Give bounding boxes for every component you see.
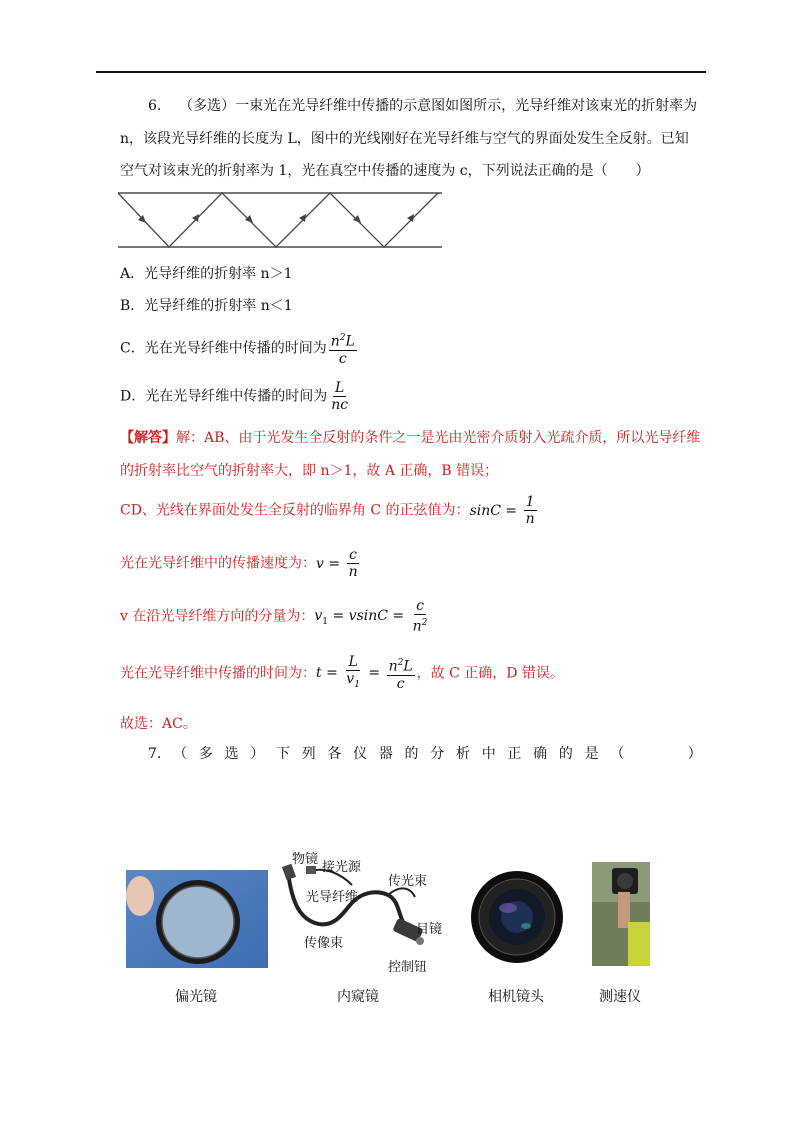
header-rule [96,71,706,73]
fiber-diagram [116,190,444,252]
lens-reflection [499,903,517,913]
label-light-beam: 传光束 [388,874,428,889]
answer-speed: 光在光导纤维中的传播速度为：v = $\frac{c}{n}$ [120,547,362,580]
q6-option-b: B．光导纤维的折射率 n＜1 [120,298,293,314]
formula-v1: $v_1 = vsinC$ = $\frac{c}{n^2}$ [314,598,428,635]
label-image-beam: 传像束 [304,936,344,951]
answer-cd: CD、光线在界面处发生全反射的临界角 C 的正弦值为：sinC = $\frac{1}{n}$ [120,494,539,527]
polarizer-image [126,870,268,968]
caption-polarizer: 偏光镜 [175,989,217,1005]
q6-number: 6. [148,98,162,114]
answer-line2: 的折射率比空气的折射率大，即 n＞1，故 A 正确，B 错误； [120,463,499,479]
label-control: 控制钮 [388,960,428,975]
camera-lens-image [470,870,564,964]
q6-stem-line1: 6. （多选）一束光在光导纤维中传播的示意图如图所示，光导纤维对该束光的折射率为 [148,98,698,114]
finger [126,876,154,916]
formula-n2l-over-c: $\frac{n^2L}{c}$ [329,330,357,367]
speed-gun-image [592,862,650,966]
q7-stem: 7. （ 多 选 ） 下 列 各 仪 器 的 分 析 中 正 确 的 是 （ ） [148,746,702,762]
q6-stem-line3: 空气对该束光的折射率为 1，光在真空中传播的速度为 c，下列说法正确的是（ ） [120,163,650,179]
answer-choice: 故选：AC。 [120,716,197,732]
label-fiber: 光导纤维 [306,890,359,905]
ray-arrows [138,214,414,223]
answer-component: v 在沿光导纤维方向的分量为：$v_1 = vsinC$ = $\frac{c}{n^2}$ [120,598,431,635]
endoscope-diagram [270,845,450,980]
light-ray-path [118,193,438,247]
q6-stem-line2: n，该段光导纤维的长度为 L，图中的光线刚好在光导纤维与空气的界面处发生全反射。已知 [120,131,689,147]
caption-speed-gun: 测速仪 [599,989,641,1005]
label-eyepiece: 目镜 [416,922,443,937]
vest [628,922,650,966]
q6-option-c: C．光在光导纤维中传播的时间为 $\frac{n^2L}{c}$ [120,330,359,367]
light-connector [306,866,316,874]
label-light-source: 接光源 [322,860,362,875]
answer-time: 光在光导纤维中传播的时间为：t = $\frac{L}{v_1}$ = $\frac{n^2L}{c}$ ，故 C 正确，D 错误。 [120,654,564,692]
caption-endoscope: 内窥镜 [337,989,379,1005]
caption-camera-lens: 相机镜头 [488,989,544,1005]
label-objective: 物镜 [292,852,319,867]
formula-sinc: sinC = $\frac{1}{n}$ [469,494,535,527]
formula-l-over-nc: $\frac{L}{nc}$ [331,380,349,413]
control-knob [416,937,424,945]
formula-t: t = $\frac{L}{v_1}$ = $\frac{n^2L}{c}$ [316,654,413,692]
q6-option-d: D．光在光导纤维中传播的时间为 $\frac{L}{nc}$ [120,380,349,413]
q6-option-a: A．光导纤维的折射率 n＞1 [120,266,293,282]
answer-tag: 【解答】 [120,430,176,446]
answer-line1: 【解答】解：AB、由于光发生全反射的条件之一是光由光密介质射入光疏介质，所以光导纤维 [120,430,701,446]
formula-v: v = $\frac{c}{n}$ [316,547,358,580]
